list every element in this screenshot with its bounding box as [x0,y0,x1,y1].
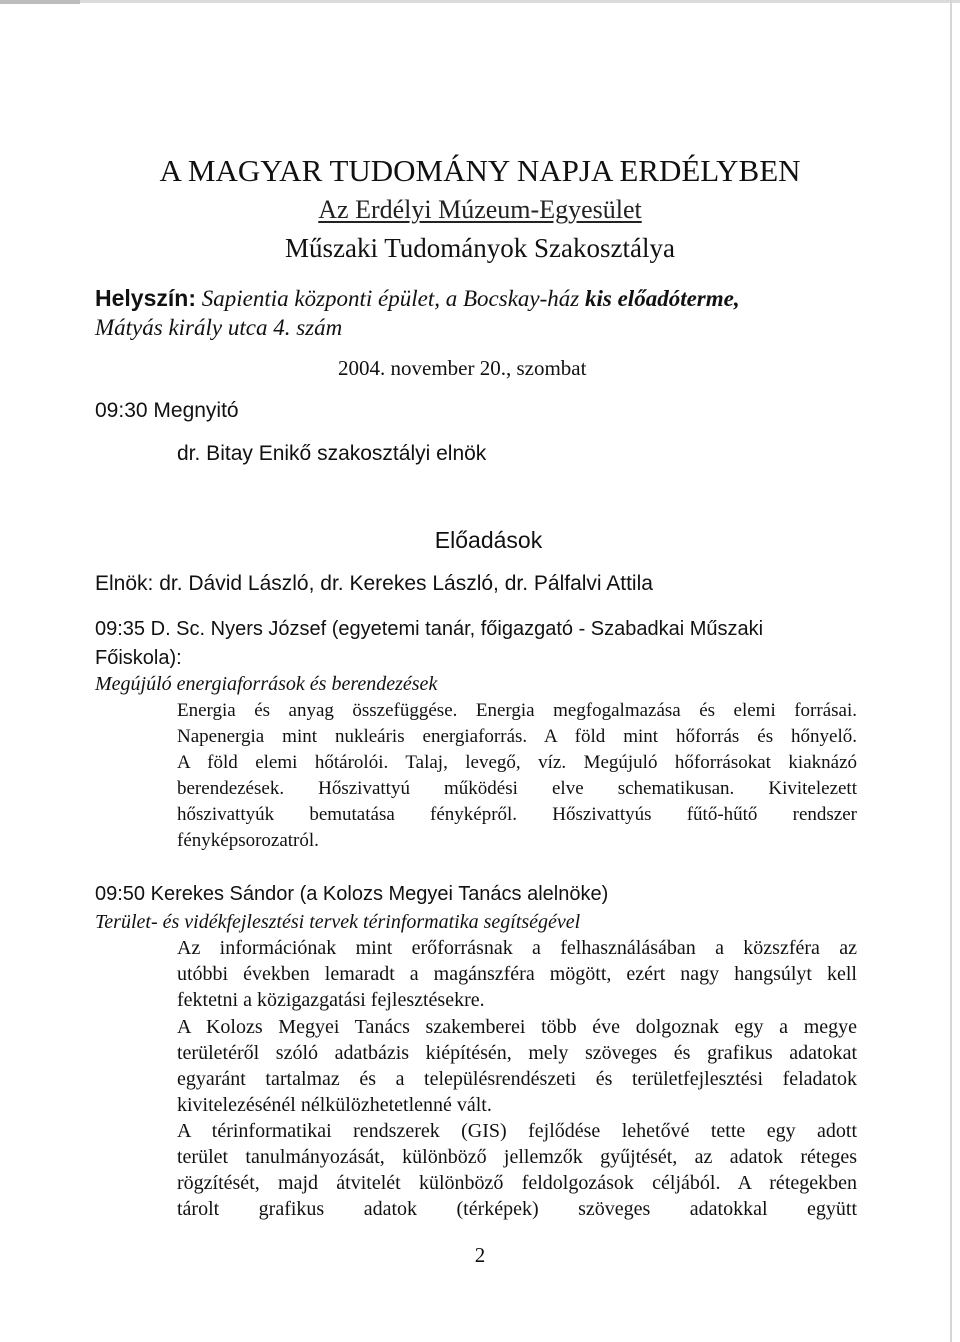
talk2-abstract-line: kivitelezésénél nélkülözhetetlenné vált. [177,1094,492,1116]
opening-label: Megnyitó [147,399,239,422]
talk2-abstract-line: egyaránt tartalmaz és a településrendészeti és területfejlesztési feladatok [177,1068,857,1090]
talk2-abstract-line: fektetni a közigazgatási fejlesztésekre. [177,989,485,1011]
talk1-title: Megújúló energiaforrások és berendezések [95,673,438,695]
venue-room: kis előadóterme, [585,286,740,311]
opening-time: 09:30 [95,399,148,422]
talk2-abstract-line: A Kolozs Megyei Tanács szakemberei több éve dolgoznak egy a megye [177,1016,857,1038]
talk2-speaker-text: Kerekes Sándor (a Kolozs Megyei Tanács alelnöke) [145,883,609,905]
talk1-abstract-line: A föld elemi hőtárolói. Talaj, levegő, víz. Megújuló hőforrásokat kiaknázó [177,752,857,773]
venue-address: Mátyás király utca 4. szám [95,315,343,340]
talk2-abstract-line: Az információnak mint erőforrásnak a felhasználásában a közszféra az [177,937,857,959]
talk1-abstract-line: Napenergia mint nukleáris energiaforrás. A föld mint hőforrás és hőnyelő. [177,726,857,747]
talk2-abstract-line: terület tanulmányozását, különböző jellemzők gyűjtését, az adatok réteges [177,1146,857,1168]
talk1-abstract-line: hőszivattyúk bemutatása fényképről. Hőszivattyús fűtő-hűtő rendszer [177,804,857,825]
talk1-abstract-line: fényképsorozatról. [177,830,319,851]
talk2-abstract-line: utóbbi években lemaradt a magánszféra mögött, ezért nagy hangsúlyt kell [177,963,857,985]
talk1-abstract-line: berendezések. Hőszivattyú működési elve schematikusan. Kivitelezett [177,778,857,799]
opening-line [95,399,239,423]
talk1-abstract-line: Energia és anyag összefüggése. Energia megfogalmazása és elemi forrásai. [177,700,857,721]
opening-speaker: dr. Bitay Enikő szakosztályi elnök [177,442,487,465]
talk2-speaker [95,883,608,906]
venue-line [95,285,740,312]
scan-edge-mark [0,0,80,4]
page-number: 2 [474,1243,486,1267]
venue-text: Sapientia központi épület, a Bocskay-ház [195,286,585,311]
organization-name: Az Erdélyi Múzeum-Egyesület [318,195,642,224]
event-date: 2004. november 20., szombat [338,356,587,380]
venue-label: Helyszín: [95,285,196,311]
session-chairs: Elnök: dr. Dávid László, dr. Kerekes László, dr. Pálfalvi Attila [95,572,653,595]
talk2-abstract-line: rögzítését, majd átvitelét különböző feldolgozások céljából. A rétegekben [177,1172,857,1194]
talk2-abstract-line: A térinformatikai rendszerek (GIS) fejlődése lehetővé tette egy adott [177,1120,857,1142]
talk1-time: 09:35 [95,618,146,640]
talk1-speaker-affiliation: Főiskola): [95,647,182,669]
talk2-title: Terület- és vidékfejlesztési tervek térinformatika segítségével [95,911,581,933]
talk1-speaker-text: D. Sc. Nyers József (egyetemi tanár, főigazgató - Szabadkai Műszaki [145,618,764,640]
page-title: A MAGYAR TUDOMÁNY NAPJA ERDÉLYBEN [159,153,801,188]
scan-edge [0,0,960,3]
talk2-time: 09:50 [95,883,146,905]
talk2-abstract-line: tárolt grafikus adatok (térképek) szöveges adatokkal együtt [177,1198,857,1220]
talk2-abstract-line: területéről szóló adatbázis kiépítésén, mely szöveges és grafikus adatokat [177,1042,857,1064]
talk1-speaker [95,618,763,641]
department-name: Műszaki Tudományok Szakosztálya [285,233,675,263]
section-heading: Előadások [434,527,543,553]
